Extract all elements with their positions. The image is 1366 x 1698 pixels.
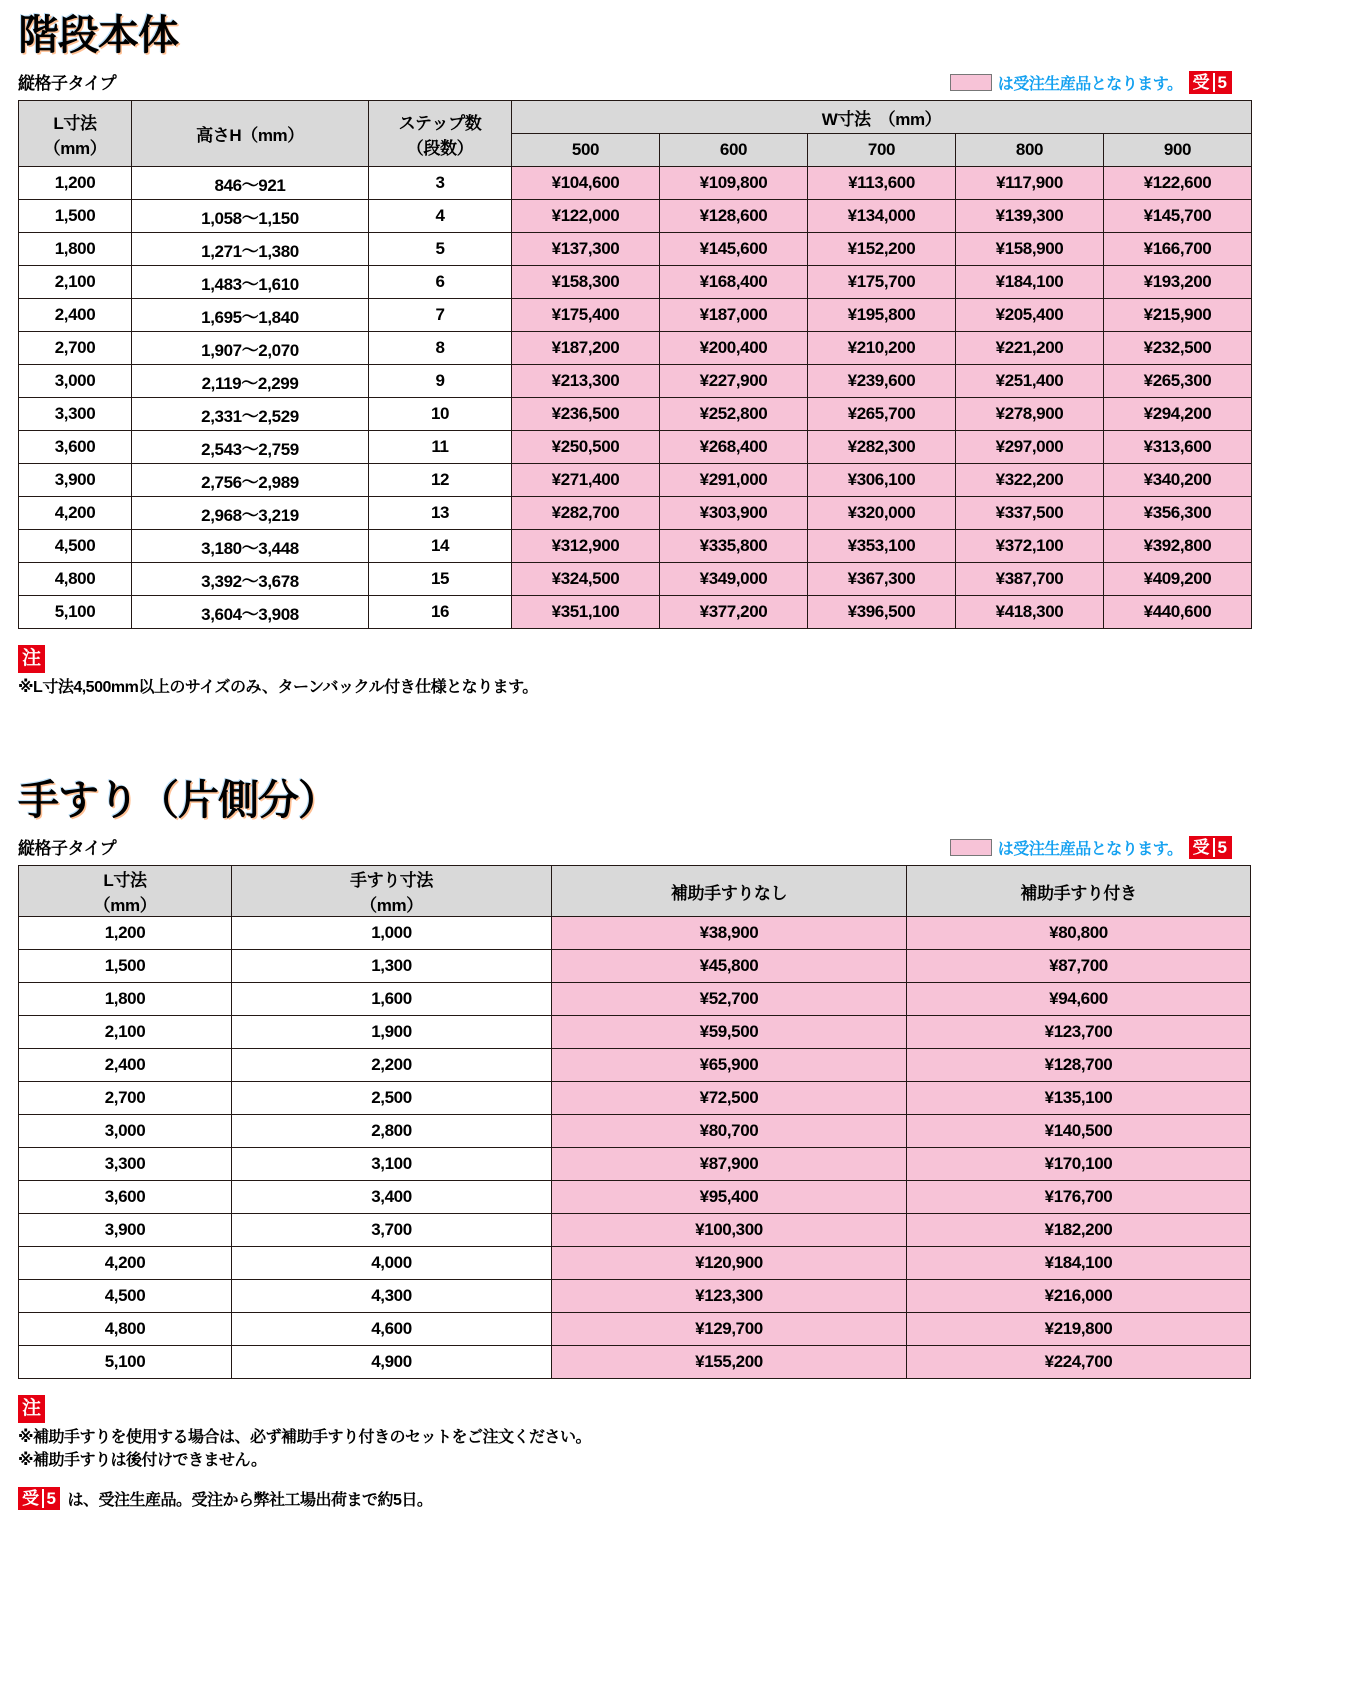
- cell-height: 2,331〜2,529: [132, 398, 369, 431]
- cell-price-w900: ¥392,800: [1104, 530, 1252, 563]
- cell-l-dim: 4,800: [19, 1313, 232, 1346]
- cell-price-w500: ¥351,100: [512, 596, 660, 629]
- table-row: [19, 497, 1252, 530]
- made-to-order-badge: [1189, 836, 1232, 859]
- footer-text: は、受注生産品。受注から弊社工場出荷まで約5日。: [67, 1491, 433, 1509]
- table-row: [19, 1016, 1251, 1049]
- cell-l-dim: 5,100: [19, 1346, 232, 1379]
- cell-height: 1,058〜1,150: [132, 200, 369, 233]
- cell-steps: 3: [369, 167, 512, 200]
- table-row: [19, 1214, 1251, 1247]
- cell-price-w600: ¥252,800: [660, 398, 808, 431]
- cell-price-without-aux: ¥129,700: [552, 1313, 907, 1346]
- cell-steps: 4: [369, 200, 512, 233]
- cell-l-dim: 4,200: [19, 1247, 232, 1280]
- cell-price-with-aux: ¥176,700: [907, 1181, 1251, 1214]
- cell-price-with-aux: ¥128,700: [907, 1049, 1251, 1082]
- cell-price-w800: ¥139,300: [956, 200, 1104, 233]
- cell-l-dim: 3,900: [19, 464, 132, 497]
- section2-legend: [950, 836, 1232, 859]
- cell-price-w900: ¥294,200: [1104, 398, 1252, 431]
- cell-price-w500: ¥271,400: [512, 464, 660, 497]
- badge-number: 5: [46, 1488, 56, 1508]
- cell-price-w900: ¥440,600: [1104, 596, 1252, 629]
- cell-height: 3,392〜3,678: [132, 563, 369, 596]
- cell-price-without-aux: ¥100,300: [552, 1214, 907, 1247]
- cell-price-with-aux: ¥87,700: [907, 950, 1251, 983]
- table2-header-row: [19, 866, 1251, 917]
- cell-l-dim: 2,100: [19, 266, 132, 299]
- cell-price-w500: ¥213,300: [512, 365, 660, 398]
- th-steps-line1: ステップ数: [398, 113, 482, 133]
- footer-legend: [18, 1487, 1366, 1510]
- cell-handrail-dim: 1,300: [232, 950, 552, 983]
- table-row: [19, 950, 1251, 983]
- cell-price-w700: ¥367,300: [808, 563, 956, 596]
- section2-title: 手すり（片側分）: [18, 777, 338, 824]
- cell-price-w800: ¥278,900: [956, 398, 1104, 431]
- cell-l-dim: 2,100: [19, 1016, 232, 1049]
- cell-price-without-aux: ¥120,900: [552, 1247, 907, 1280]
- cell-handrail-dim: 4,600: [232, 1313, 552, 1346]
- note-line: ※L寸法4,500mm以上のサイズのみ、ターンバックル付き仕様となります。: [18, 679, 538, 697]
- section-gap: [0, 699, 1366, 773]
- cell-height: 2,119〜2,299: [132, 365, 369, 398]
- cell-price-without-aux: ¥87,900: [552, 1148, 907, 1181]
- cell-height: 3,604〜3,908: [132, 596, 369, 629]
- cell-handrail-dim: 3,400: [232, 1181, 552, 1214]
- cell-steps: 5: [369, 233, 512, 266]
- cell-price-w600: ¥291,000: [660, 464, 808, 497]
- table-row: [19, 1115, 1251, 1148]
- cell-l-dim: 3,000: [19, 1115, 232, 1148]
- cell-l-dim: 3,900: [19, 1214, 232, 1247]
- cell-height: 2,543〜2,759: [132, 431, 369, 464]
- table-row: [19, 266, 1252, 299]
- cell-l-dim: 2,700: [19, 332, 132, 365]
- cell-price-w900: ¥122,600: [1104, 167, 1252, 200]
- cell-height: 846〜921: [132, 167, 369, 200]
- th-with-aux: 補助手すり付き: [907, 866, 1251, 917]
- badge-kanji: 受: [1192, 838, 1210, 858]
- cell-price-w800: ¥372,100: [956, 530, 1104, 563]
- cell-l-dim: 1,800: [19, 233, 132, 266]
- cell-handrail-dim: 1,600: [232, 983, 552, 1016]
- table-row: [19, 596, 1252, 629]
- th-handrail-dim: [232, 866, 552, 917]
- badge-kanji: 受: [22, 1488, 39, 1508]
- cell-price-w800: ¥251,400: [956, 365, 1104, 398]
- section1-legend: [950, 71, 1232, 94]
- badge-number: 5: [1217, 838, 1227, 858]
- cell-price-without-aux: ¥38,900: [552, 917, 907, 950]
- cell-price-with-aux: ¥170,100: [907, 1148, 1251, 1181]
- table-row: [19, 1247, 1251, 1280]
- cell-price-w500: ¥175,400: [512, 299, 660, 332]
- cell-price-with-aux: ¥123,700: [907, 1016, 1251, 1049]
- cell-price-w500: ¥137,300: [512, 233, 660, 266]
- cell-price-with-aux: ¥182,200: [907, 1214, 1251, 1247]
- cell-price-w500: ¥236,500: [512, 398, 660, 431]
- cell-price-w700: ¥282,300: [808, 431, 956, 464]
- cell-price-w900: ¥340,200: [1104, 464, 1252, 497]
- cell-l-dim: 4,800: [19, 563, 132, 596]
- table-row: [19, 917, 1251, 950]
- table-row: [19, 464, 1252, 497]
- cell-price-w500: ¥312,900: [512, 530, 660, 563]
- cell-price-w800: ¥418,300: [956, 596, 1104, 629]
- cell-l-dim: 1,500: [19, 200, 132, 233]
- cell-price-with-aux: ¥184,100: [907, 1247, 1251, 1280]
- handrail-price-table: [18, 865, 1251, 1379]
- cell-l-dim: 3,300: [19, 398, 132, 431]
- cell-price-w600: ¥109,800: [660, 167, 808, 200]
- cell-handrail-dim: 2,800: [232, 1115, 552, 1148]
- section2-note: [18, 1395, 1366, 1472]
- cell-price-without-aux: ¥52,700: [552, 983, 907, 1016]
- cell-price-w700: ¥210,200: [808, 332, 956, 365]
- table-row: [19, 1148, 1251, 1181]
- cell-price-w500: ¥122,000: [512, 200, 660, 233]
- table-row: [19, 530, 1252, 563]
- note-badge-icon: 注: [18, 1395, 45, 1423]
- cell-price-w700: ¥306,100: [808, 464, 956, 497]
- cell-price-without-aux: ¥155,200: [552, 1346, 907, 1379]
- table-row: [19, 1049, 1251, 1082]
- cell-price-w900: ¥232,500: [1104, 332, 1252, 365]
- cell-price-with-aux: ¥94,600: [907, 983, 1251, 1016]
- th-steps: [369, 101, 512, 167]
- section1-subtitle-row: [18, 69, 1348, 94]
- cell-price-w700: ¥134,000: [808, 200, 956, 233]
- cell-price-w900: ¥356,300: [1104, 497, 1252, 530]
- cell-steps: 8: [369, 332, 512, 365]
- cell-l-dim: 4,500: [19, 1280, 232, 1313]
- cell-price-w900: ¥265,300: [1104, 365, 1252, 398]
- cell-price-w700: ¥239,600: [808, 365, 956, 398]
- cell-height: 1,483〜1,610: [132, 266, 369, 299]
- cell-l-dim: 1,800: [19, 983, 232, 1016]
- cell-price-w600: ¥349,000: [660, 563, 808, 596]
- cell-price-with-aux: ¥216,000: [907, 1280, 1251, 1313]
- cell-price-w900: ¥313,600: [1104, 431, 1252, 464]
- cell-steps: 11: [369, 431, 512, 464]
- th-w-900: 900: [1104, 134, 1252, 167]
- note-line-2: ※補助手すりは後付けできません。: [18, 1452, 267, 1470]
- section1-note: [18, 645, 1366, 699]
- table-row: [19, 299, 1252, 332]
- cell-price-w600: ¥335,800: [660, 530, 808, 563]
- th-l-dim-line1: L寸法: [103, 871, 147, 891]
- cell-steps: 10: [369, 398, 512, 431]
- made-to-order-badge: [1189, 71, 1232, 94]
- cell-l-dim: 3,000: [19, 365, 132, 398]
- made-to-order-badge: [18, 1487, 60, 1510]
- cell-handrail-dim: 1,000: [232, 917, 552, 950]
- pink-swatch-icon: [950, 74, 992, 91]
- th-w-500: 500: [512, 134, 660, 167]
- cell-l-dim: 4,500: [19, 530, 132, 563]
- section1-title: 階段本体: [18, 12, 178, 58]
- table-row: [19, 365, 1252, 398]
- cell-steps: 6: [369, 266, 512, 299]
- cell-price-with-aux: ¥80,800: [907, 917, 1251, 950]
- badge-number: 5: [1217, 73, 1227, 93]
- cell-height: 1,271〜1,380: [132, 233, 369, 266]
- cell-price-w900: ¥215,900: [1104, 299, 1252, 332]
- th-handrail-line2: （mm）: [360, 896, 423, 916]
- cell-price-w600: ¥377,200: [660, 596, 808, 629]
- cell-steps: 16: [369, 596, 512, 629]
- cell-handrail-dim: 4,300: [232, 1280, 552, 1313]
- cell-l-dim: 3,600: [19, 1181, 232, 1214]
- cell-price-w900: ¥193,200: [1104, 266, 1252, 299]
- table-row: [19, 200, 1252, 233]
- cell-steps: 9: [369, 365, 512, 398]
- section1-subtitle: 縦格子タイプ: [18, 74, 117, 94]
- cell-steps: 14: [369, 530, 512, 563]
- cell-steps: 15: [369, 563, 512, 596]
- table-row: [19, 431, 1252, 464]
- cell-price-with-aux: ¥219,800: [907, 1313, 1251, 1346]
- cell-price-w700: ¥152,200: [808, 233, 956, 266]
- cell-price-w700: ¥320,000: [808, 497, 956, 530]
- th-l-dim-line2: （mm）: [43, 138, 107, 158]
- cell-price-w600: ¥128,600: [660, 200, 808, 233]
- cell-price-w800: ¥322,200: [956, 464, 1104, 497]
- cell-steps: 12: [369, 464, 512, 497]
- cell-steps: 7: [369, 299, 512, 332]
- cell-l-dim: 2,400: [19, 299, 132, 332]
- cell-handrail-dim: 4,000: [232, 1247, 552, 1280]
- cell-price-w800: ¥158,900: [956, 233, 1104, 266]
- cell-price-w900: ¥145,700: [1104, 200, 1252, 233]
- table-row: [19, 332, 1252, 365]
- th-l-dim-line1: L寸法: [53, 113, 97, 133]
- cell-price-with-aux: ¥140,500: [907, 1115, 1251, 1148]
- table1-head: [19, 101, 1252, 167]
- cell-height: 1,695〜1,840: [132, 299, 369, 332]
- th-l-dim: [19, 866, 232, 917]
- th-l-dim: [19, 101, 132, 167]
- table2-head: [19, 866, 1251, 917]
- cell-price-without-aux: ¥59,500: [552, 1016, 907, 1049]
- cell-price-w600: ¥227,900: [660, 365, 808, 398]
- cell-price-w600: ¥168,400: [660, 266, 808, 299]
- cell-price-w700: ¥175,700: [808, 266, 956, 299]
- cell-price-w500: ¥187,200: [512, 332, 660, 365]
- cell-handrail-dim: 1,900: [232, 1016, 552, 1049]
- table-row: [19, 1082, 1251, 1115]
- table-row: [19, 398, 1252, 431]
- table-row: [19, 1181, 1251, 1214]
- cell-price-without-aux: ¥45,800: [552, 950, 907, 983]
- stair-body-price-table: [18, 100, 1252, 629]
- th-w-800: 800: [956, 134, 1104, 167]
- table-row: [19, 1346, 1251, 1379]
- cell-l-dim: 1,200: [19, 167, 132, 200]
- cell-height: 3,180〜3,448: [132, 530, 369, 563]
- cell-price-without-aux: ¥65,900: [552, 1049, 907, 1082]
- cell-height: 2,756〜2,989: [132, 464, 369, 497]
- cell-height: 1,907〜2,070: [132, 332, 369, 365]
- cell-handrail-dim: 2,200: [232, 1049, 552, 1082]
- cell-price-w800: ¥337,500: [956, 497, 1104, 530]
- table1-header-row-1: [19, 101, 1252, 134]
- badge-kanji: 受: [1192, 73, 1210, 93]
- th-steps-line2: （段数）: [406, 138, 474, 158]
- cell-price-w500: ¥104,600: [512, 167, 660, 200]
- cell-price-w800: ¥117,900: [956, 167, 1104, 200]
- cell-price-without-aux: ¥80,700: [552, 1115, 907, 1148]
- legend-text: は受注生産品となります。: [997, 76, 1183, 94]
- cell-l-dim: 2,700: [19, 1082, 232, 1115]
- cell-l-dim: 4,200: [19, 497, 132, 530]
- cell-l-dim: 3,300: [19, 1148, 232, 1181]
- th-w-700: 700: [808, 134, 956, 167]
- pink-swatch-icon: [950, 839, 992, 856]
- cell-price-w500: ¥158,300: [512, 266, 660, 299]
- cell-price-w700: ¥195,800: [808, 299, 956, 332]
- cell-price-w900: ¥166,700: [1104, 233, 1252, 266]
- cell-l-dim: 3,600: [19, 431, 132, 464]
- cell-price-without-aux: ¥95,400: [552, 1181, 907, 1214]
- cell-price-w600: ¥145,600: [660, 233, 808, 266]
- th-without-aux: 補助手すりなし: [552, 866, 907, 917]
- table2-body: [19, 917, 1251, 1379]
- table1-body: [19, 167, 1252, 629]
- cell-price-without-aux: ¥72,500: [552, 1082, 907, 1115]
- cell-l-dim: 1,200: [19, 917, 232, 950]
- cell-price-w500: ¥282,700: [512, 497, 660, 530]
- cell-price-w800: ¥387,700: [956, 563, 1104, 596]
- table-row: [19, 983, 1251, 1016]
- cell-price-w700: ¥265,700: [808, 398, 956, 431]
- table-row: [19, 167, 1252, 200]
- section2-subtitle: 縦格子タイプ: [18, 839, 117, 859]
- cell-price-with-aux: ¥135,100: [907, 1082, 1251, 1115]
- cell-price-w800: ¥184,100: [956, 266, 1104, 299]
- cell-handrail-dim: 2,500: [232, 1082, 552, 1115]
- cell-l-dim: 5,100: [19, 596, 132, 629]
- cell-handrail-dim: 4,900: [232, 1346, 552, 1379]
- th-w-600: 600: [660, 134, 808, 167]
- table-row: [19, 233, 1252, 266]
- cell-price-w600: ¥268,400: [660, 431, 808, 464]
- th-handrail-line1: 手すり寸法: [350, 871, 433, 891]
- note-badge-icon: 注: [18, 645, 45, 673]
- note-line-1: ※補助手すりを使用する場合は、必ず補助手すり付きのセットをご注文ください。: [18, 1429, 592, 1447]
- cell-price-w800: ¥297,000: [956, 431, 1104, 464]
- cell-price-w700: ¥396,500: [808, 596, 956, 629]
- cell-l-dim: 1,500: [19, 950, 232, 983]
- th-l-dim-line2: （mm）: [93, 896, 157, 916]
- table-row: [19, 1313, 1251, 1346]
- cell-price-w600: ¥200,400: [660, 332, 808, 365]
- cell-price-w500: ¥324,500: [512, 563, 660, 596]
- cell-height: 2,968〜3,219: [132, 497, 369, 530]
- legend-text: は受注生産品となります。: [997, 841, 1183, 859]
- cell-steps: 13: [369, 497, 512, 530]
- cell-price-w700: ¥353,100: [808, 530, 956, 563]
- th-height: 高さH（mm）: [132, 101, 369, 167]
- price-list-page: [0, 14, 1366, 1510]
- cell-price-w600: ¥303,900: [660, 497, 808, 530]
- th-w-group: W寸法 （mm）: [512, 101, 1252, 134]
- section2-subtitle-row: [18, 834, 1348, 859]
- cell-price-without-aux: ¥123,300: [552, 1280, 907, 1313]
- cell-price-w600: ¥187,000: [660, 299, 808, 332]
- table-row: [19, 1280, 1251, 1313]
- cell-price-w800: ¥221,200: [956, 332, 1104, 365]
- cell-price-with-aux: ¥224,700: [907, 1346, 1251, 1379]
- cell-handrail-dim: 3,700: [232, 1214, 552, 1247]
- cell-l-dim: 2,400: [19, 1049, 232, 1082]
- cell-price-w700: ¥113,600: [808, 167, 956, 200]
- cell-price-w900: ¥409,200: [1104, 563, 1252, 596]
- table-row: [19, 563, 1252, 596]
- cell-handrail-dim: 3,100: [232, 1148, 552, 1181]
- cell-price-w500: ¥250,500: [512, 431, 660, 464]
- cell-price-w800: ¥205,400: [956, 299, 1104, 332]
